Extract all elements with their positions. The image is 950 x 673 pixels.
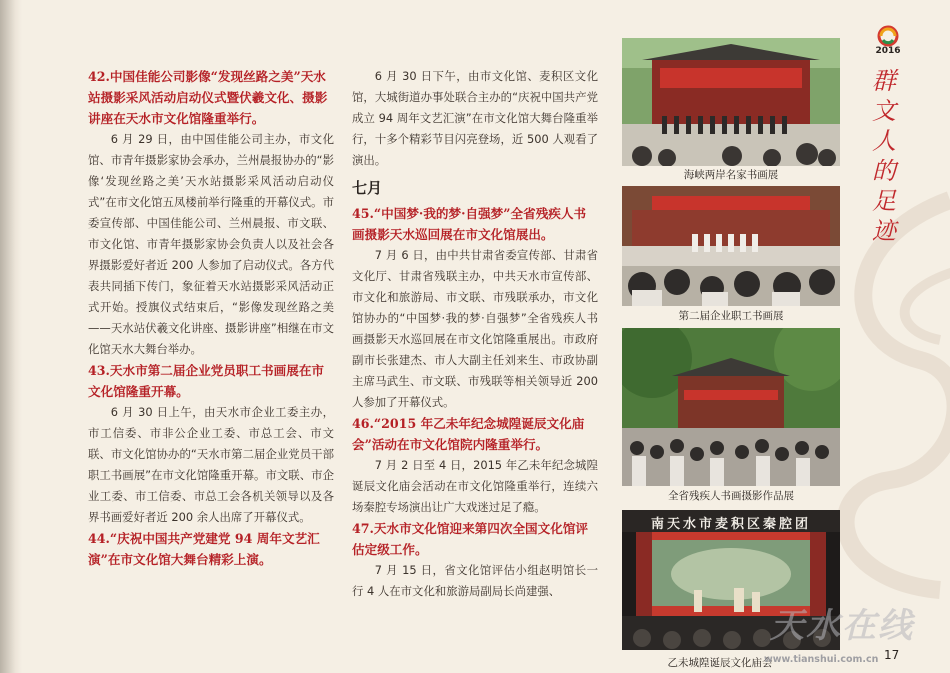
watermark-url: www.tianshui.com.cn: [764, 654, 879, 665]
news-item-paragraph: 7 月 15 日，省文化馆评估小组赵明馆长一行 4 人在市文化和旅游局副局长尚建强、: [352, 563, 598, 598]
news-item-paragraph: 7 月 2 日至 4 日，2015 年乙未年纪念城隍诞辰文化庙会活动在市文化馆隆重举行，连续六场秦腔专场演出让广大戏迷过足了瘾。: [352, 458, 598, 514]
stage-banner-text: 南天水市麦积区秦腔团: [650, 517, 811, 532]
news-item-paragraph: 7 月 6 日，由中共甘肃省委宣传部、甘肃省文化厅、甘肃省残联主办，中共天水市宣传部、市文化和旅游局、市文联、市残联承办，市文化馆协办的“中国梦·我的梦·自强梦”全省残疾人书画摄影天水巡回展在市文化馆隆重展出。市政府副市长张建杰、市人大副主任刘来生、市政协副主席马武生、市文联、市残联等相关领导近 200 人参加了开幕仪式。: [352, 248, 598, 409]
page-number: 17: [884, 648, 900, 662]
news-item-heading: 43.天水市第二届企业党员职工书画展在市文化馆隆重开幕。: [88, 363, 325, 399]
watermark-text: 天水在线: [770, 606, 914, 646]
month-heading: 七月: [352, 179, 383, 197]
news-item-heading: 45.“中国梦·我的梦·自强梦”全省残疾人书画摄影天水巡回展在市文化馆展出。: [352, 206, 587, 242]
text-column-left: [88, 66, 334, 570]
photo-caption: 海峡两岸名家书画展: [683, 169, 779, 181]
page-binding-shadow: [0, 0, 22, 673]
news-item-paragraph: 6 月 30 日上午，由天水市企业工委主办，市工信委、市非公企业工委、市总工会、市文联、市文化馆协办的“天水市第二届企业党员干部职工书画展”在市文化馆隆重开幕。市文联、市企业工委、市工信委、市总工会各机关领导以及各界书画爱好者近 200 余人出席了开幕仪式。: [88, 405, 334, 524]
photo-caption: 全省残疾人书画摄影作品展: [668, 490, 794, 502]
news-item-heading: 42.中国佳能公司影像“发现丝路之美”天水站摄影采风活动启动仪式暨伏羲文化、摄影讲座在天水市文化馆隆重举行。: [88, 69, 328, 126]
text-column-middle: [352, 66, 598, 602]
photo-caption: 第二届企业职工书画展: [678, 310, 784, 322]
festival-emblem-icon: [866, 22, 910, 66]
news-item-paragraph: 6 月 29 日，由中国佳能公司主办，市文化馆、市青年摄影家协会承办，兰州晨报协办的“影像‘发现丝路之美’天水站摄影采风活动启动仪式”在市文化馆五凤楼前举行隆重的开幕仪式。市委宣传部、中国佳能公司、兰州晨报、市文联、市文化馆、市青年摄影家协会负责人以及社会各界摄影爱好者近 200 人参加了启动仪式。各方代表共同插下传门，象征着天水站摄影采风活动正式开始。授旗仪式结束后，“影像发现丝路之美——天水站伏羲文化讲座、摄影讲座”相继在市文化馆天水大舞台举办。: [88, 132, 334, 356]
photo-caption: 乙未城隍诞辰文化庙会: [667, 657, 773, 669]
photo-calligraphy-exhibition-strait: [622, 38, 840, 166]
news-item-paragraph: 6 月 30 日下午，由市文化馆、麦积区文化馆，大城街道办事处联合主办的“庆祝中国共产党成立 94 周年文艺汇演”在市文化馆大舞台隆重举行，十多个精彩节目闪亮登场，近 500 人观看了演出。: [352, 69, 598, 167]
logo-year: 2016: [875, 46, 901, 56]
news-item-heading: 44.“庆祝中国共产党建党 94 周年文艺汇演”在市文化馆大舞台精彩上演。: [88, 531, 320, 567]
news-item-heading: 47.天水市文化馆迎来第四次全国文化馆评估定级工作。: [352, 521, 589, 557]
news-item-heading: 46.“2015 年乙未年纪念城隍诞辰文化庙会”活动在市文化馆院内隆重举行。: [352, 416, 585, 452]
photo-disabled-artists-exhibition: [622, 328, 840, 486]
vertical-title: 群文人的足迹: [872, 67, 896, 245]
photo-employee-calligraphy-exhibition: [622, 186, 840, 306]
